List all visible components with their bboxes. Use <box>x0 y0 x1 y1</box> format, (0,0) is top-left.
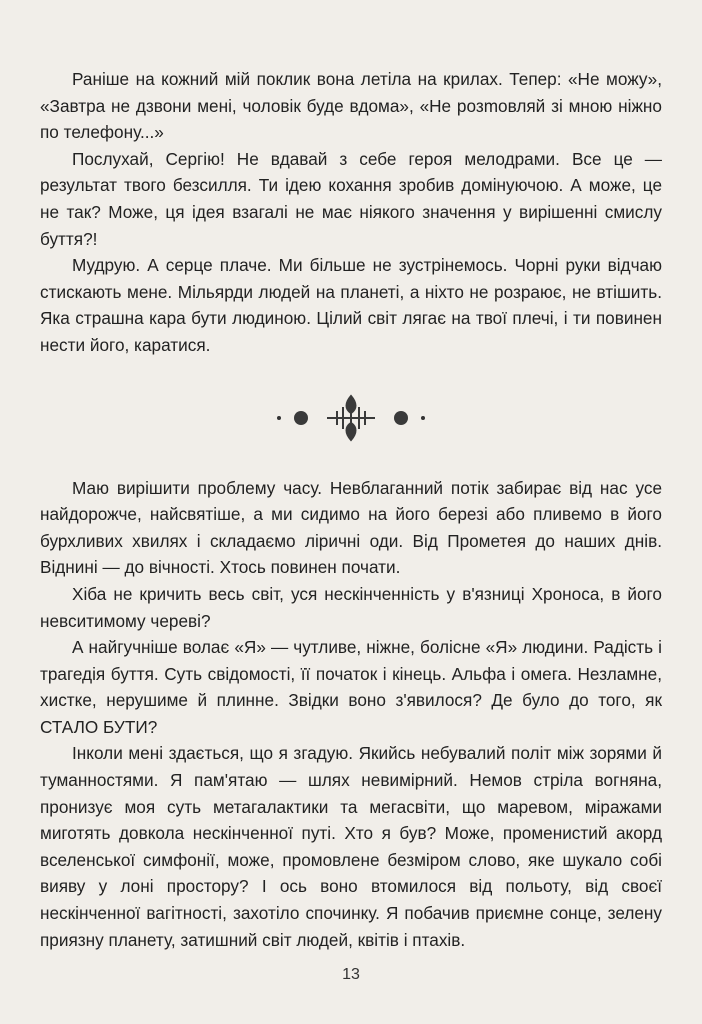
paragraph: А найгучніше волає «Я» — чутливе, ніжне, болісне «Я» людини. Радість і трагедія буття. Суть свідомості, її початок і кінець. Альфа і омега. Незламне, хистке, нерушиме й плинне. Звідки воно з'явилося? Де було до того, як СТАЛО БУТИ? <box>40 637 662 737</box>
section-2 <box>40 475 662 954</box>
page-number: 13 <box>342 966 360 983</box>
paragraph: Послухай, Сергію! Не вдавай з себе героя мелодрами. Все це — результат твого безсилля. Ти ідею кохання зробив домінуючою. А може, це не так? Може, ця ідея взагалі не має ніякого значення у вирішенні смислу буття?! <box>40 148 662 249</box>
section-1 <box>40 66 662 359</box>
section-divider <box>40 385 662 451</box>
paragraph: Інколи мені здається, що я згадую. Якийсь небувалий політ між зорями й туманностями. Я пам'ятаю — шлях невимірний. Немов стріла вогняна, пронизує моя суть метагалактики та мегасвіти, що маревом, міражами миготять довкола нескінченної путі. Хто я був? Може, променистий акорд вселенської симфонії, може, промовлене безміром слово, яке шукало собі вияву у лоні простору? І ось воно втомилося від польоту, від своєї нескінченної вагітності, захотіло спочинку. Я побачив приємне сонце, зелену приязну планету, затишний світ людей, квітів і птахів. <box>40 743 662 950</box>
paragraph: Раніше на кожний мій поклик вона летіла на крилах. Тепер: «Не можу», «Завтра не дзвони мені, чоловік буде вдома», «Не розmовляй зі мною ніжно по телефону...» <box>40 69 662 143</box>
ornament-icon <box>271 393 431 443</box>
page-body <box>40 66 662 953</box>
paragraph: Маю вирішити проблему часу. Невблаганний потік забирає від нас усе найдорожче, найсвятіше, а ми сидимо на його березі або пливемо в його бурхливих хвилях і складаємо ліричні оди. Від Прометея до наших днів. Віднині — до вічності. Хтось повинен почати. <box>40 477 662 578</box>
paragraph: Хіба не кричить весь світ, уся нескінченність у в'язниці Хроноса, в його невситимому череві? <box>40 583 662 631</box>
paragraph: Мудрую. А серце плаче. Ми більше не зустрінемось. Чорні руки відчаю стискають мене. Мільярди людей на планеті, а ніхто не розраює, не втішить. Яка страшна кара бути людиною. Цілий світ лягає на твої плечі, і ти повинен нести його, каратися. <box>40 255 662 355</box>
